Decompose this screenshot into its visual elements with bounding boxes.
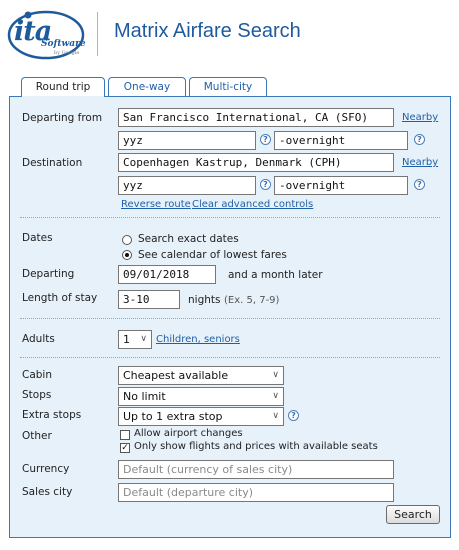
cabin-select[interactable] [118,366,284,385]
adults-select[interactable] [118,330,152,349]
length-of-stay-input[interactable]: 3-10 [118,290,180,309]
stops-select-value: No limit [123,390,166,403]
extra-stops-select[interactable] [118,407,284,426]
extra-stops-select-value: Up to 1 extra stop [123,410,223,423]
search-button[interactable]: Search [386,505,440,524]
logo-byline: by Google [54,50,80,56]
help-icon[interactable]: ? [260,179,271,190]
currency-input[interactable]: Default (currency of sales city) [118,460,394,479]
clear-advanced-link[interactable]: Clear advanced controls [192,199,314,210]
departing-nearby-link[interactable]: Nearby [402,112,439,123]
departing-date-suffix: and a month later [228,269,323,281]
allow-airport-changes-checkbox[interactable] [120,430,130,440]
departing-date-input[interactable]: 09/01/2018 [118,265,216,284]
section-divider [20,217,440,218]
destination-label: Destination [22,157,83,169]
destination-advanced-input[interactable]: yyz [118,176,256,195]
header-divider [97,12,98,56]
stops-select[interactable] [118,387,284,406]
help-icon[interactable]: ? [414,134,425,145]
help-icon[interactable]: ? [288,410,299,421]
section-divider [20,318,440,319]
ita-software-logo [7,8,85,60]
tab-one-way[interactable]: One-way [108,77,186,96]
logo-software-text: Software [41,39,86,49]
chevron-down-icon: ∨ [272,411,279,421]
destination-nearby-link[interactable]: Nearby [402,157,439,168]
help-icon[interactable]: ? [260,134,271,145]
adults-select-value: 1 [123,333,130,346]
reverse-route-link[interactable]: Reverse route [121,199,191,210]
calendar-label: See calendar of lowest fares [138,249,287,261]
exact-dates-label: Search exact dates [138,233,239,245]
sales-city-label: Sales city [22,486,73,498]
sales-city-input[interactable]: Default (departure city) [118,483,394,502]
radio-calendar[interactable] [122,250,132,260]
section-divider [20,357,440,358]
only-available-label: Only show flights and prices with available seats [134,441,378,452]
cabin-select-value: Cheapest available [123,369,229,382]
tab-multi-city[interactable]: Multi-city [189,77,267,96]
departing-from-label: Departing from [22,112,103,124]
departing-date-label: Departing [22,268,75,280]
chevron-down-icon: ∨ [272,391,279,401]
departing-advanced-input[interactable]: yyz [118,131,256,150]
tab-round-trip[interactable]: Round trip [21,77,105,97]
adults-label: Adults [22,333,55,345]
active-tab-join [22,96,104,97]
only-available-checkbox[interactable]: ✓ [121,443,129,453]
nights-label: nights [188,294,221,306]
logo-wordmark: ita [14,16,52,47]
destination-overnight-input[interactable]: -overnight [274,176,408,195]
departing-from-input[interactable]: San Francisco International, CA (SFO) [118,108,394,127]
other-label: Other [22,430,52,442]
page-title: Matrix Airfare Search [114,20,301,42]
stops-label: Stops [22,389,52,401]
length-of-stay-label: Length of stay [22,292,98,304]
allow-airport-changes-label: Allow airport changes [134,428,243,439]
help-icon[interactable]: ? [414,179,425,190]
extra-stops-label: Extra stops [22,409,82,421]
departing-overnight-input[interactable]: -overnight [274,131,408,150]
children-seniors-link[interactable]: Children, seniors [156,334,240,345]
chevron-down-icon: ∨ [272,370,279,380]
radio-exact-dates[interactable] [122,235,132,245]
stay-hint: (Ex. 5, 7-9) [224,295,280,306]
dates-label: Dates [22,232,53,244]
currency-label: Currency [22,463,70,475]
destination-input[interactable]: Copenhagen Kastrup, Denmark (CPH) [118,153,394,172]
chevron-down-icon: ∨ [140,334,147,344]
cabin-label: Cabin [22,369,53,381]
